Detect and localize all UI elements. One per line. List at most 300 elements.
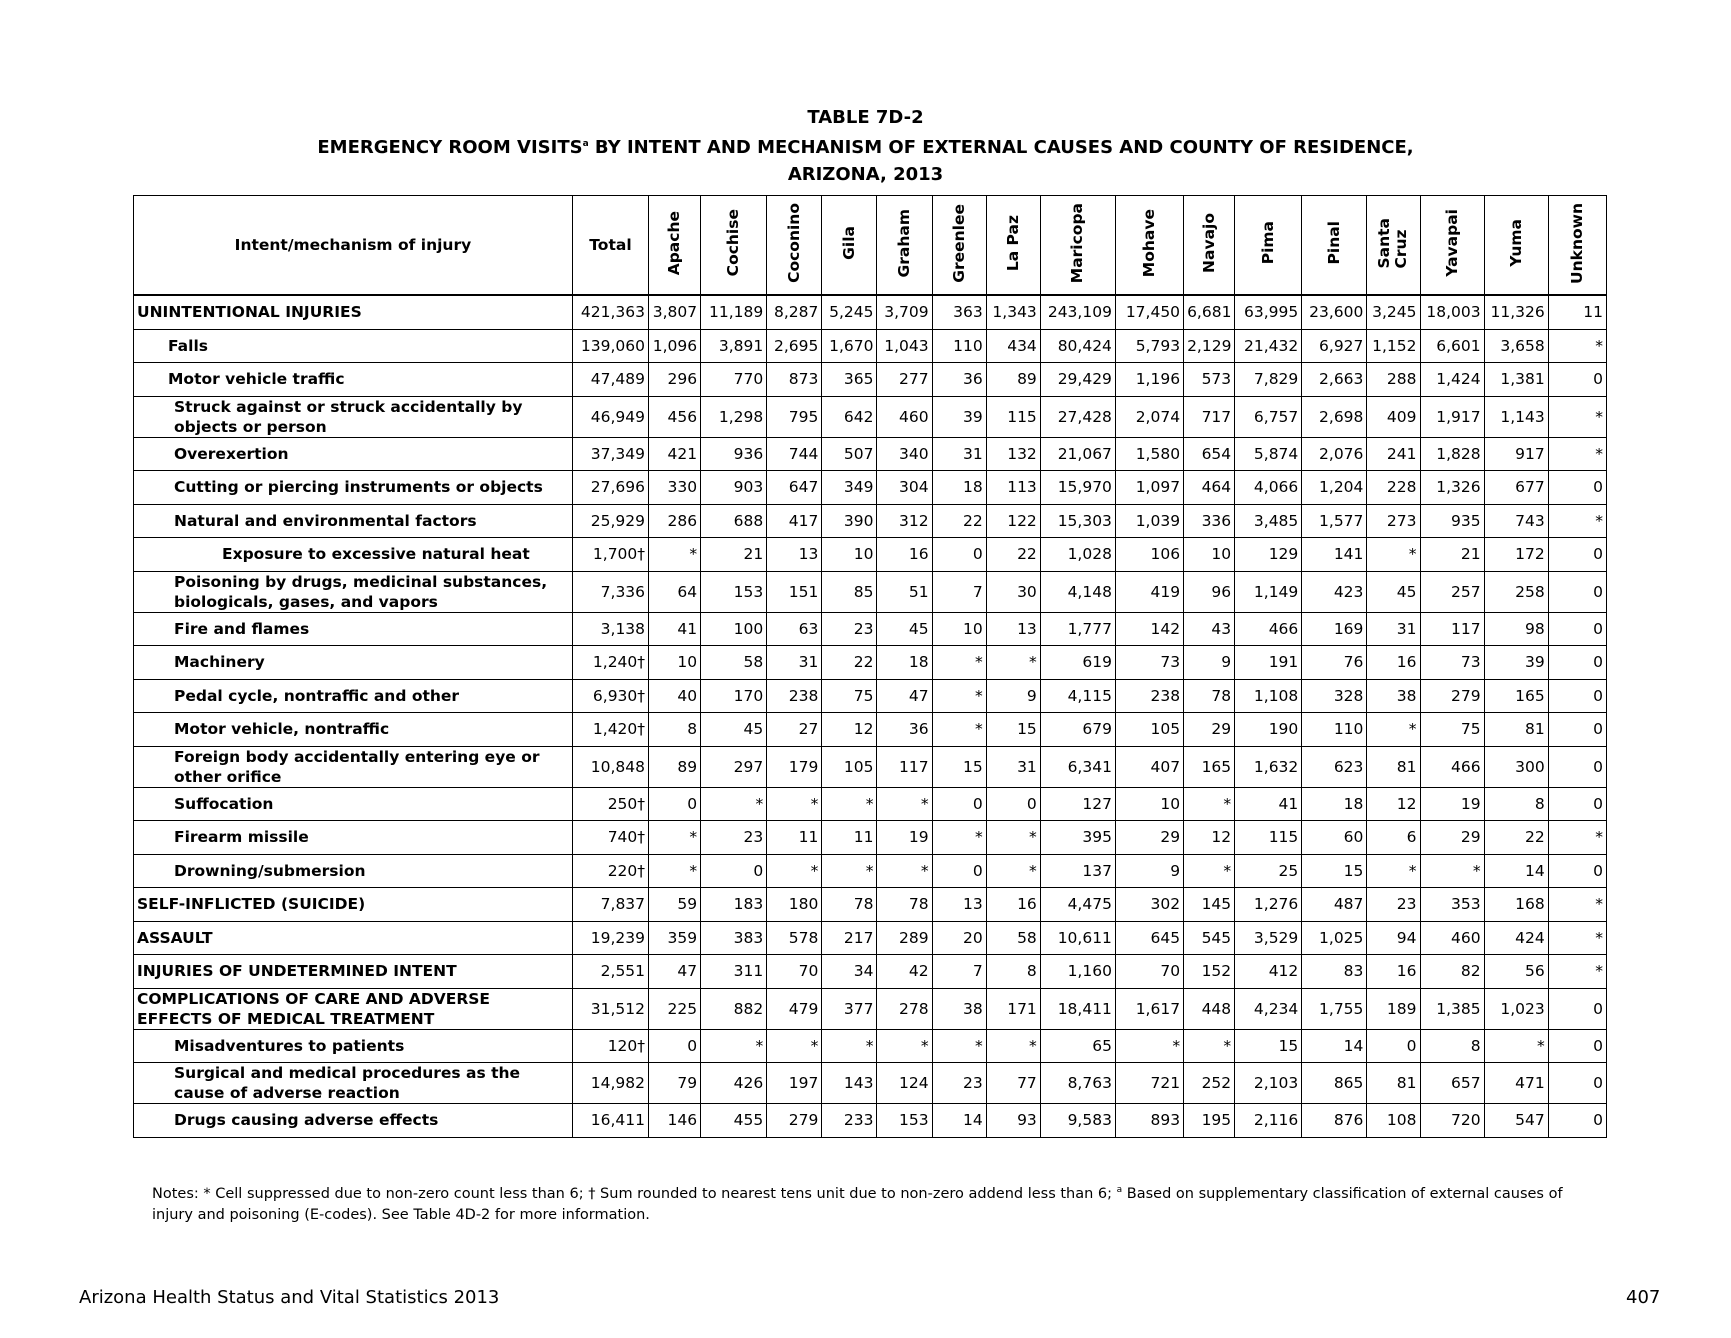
table-row — [134, 571, 1607, 612]
cell-value: 657 — [1420, 1063, 1484, 1104]
cell-value: * — [1548, 955, 1606, 989]
cell-value: 56 — [1484, 955, 1548, 989]
cell-value: 75 — [822, 679, 877, 713]
cell-value: * — [877, 787, 932, 821]
row-label: Motor vehicle traffic — [134, 363, 573, 397]
table-row — [134, 955, 1607, 989]
cell-value: 8,763 — [1040, 1063, 1115, 1104]
cell-value: * — [1115, 1029, 1183, 1063]
cell-value: 39 — [932, 396, 986, 437]
cell-value: 5,245 — [822, 295, 877, 329]
cell-value: 353 — [1420, 888, 1484, 922]
row-label: INJURIES OF UNDETERMINED INTENT — [134, 955, 573, 989]
cell-value: 78 — [1184, 679, 1235, 713]
cell-value: * — [1548, 921, 1606, 955]
row-label: Surgical and medical procedures as the cause of adverse reaction — [134, 1063, 573, 1104]
column-header-county — [1115, 196, 1183, 296]
cell-value: 124 — [877, 1063, 932, 1104]
table-row — [134, 787, 1607, 821]
column-header-county — [701, 196, 767, 296]
cell-value: 4,066 — [1235, 471, 1302, 505]
cell-value: 58 — [701, 646, 767, 680]
cell-value: 31 — [1367, 612, 1420, 646]
cell-total: 139,060 — [572, 329, 648, 363]
cell-value: 623 — [1302, 746, 1367, 787]
cell-value: 238 — [1115, 679, 1183, 713]
cell-value: 744 — [767, 437, 822, 471]
cell-value: 340 — [877, 437, 932, 471]
county-name: Pinal — [1324, 221, 1343, 265]
cell-value: 110 — [932, 329, 986, 363]
cell-value: 1,777 — [1040, 612, 1115, 646]
cell-total: 220† — [572, 854, 648, 888]
cell-value: 1,917 — [1420, 396, 1484, 437]
cell-value: 770 — [701, 363, 767, 397]
cell-value: 2,698 — [1302, 396, 1367, 437]
cell-value: 7 — [932, 571, 986, 612]
cell-value: 89 — [649, 746, 701, 787]
table-heading — [0, 131, 1731, 161]
county-name: Apache — [665, 210, 684, 276]
cell-value: 273 — [1367, 504, 1420, 538]
cell-value: 122 — [986, 504, 1040, 538]
cell-value: * — [986, 821, 1040, 855]
cell-value: * — [767, 787, 822, 821]
table-row — [134, 888, 1607, 922]
cell-value: 1,096 — [649, 329, 701, 363]
cell-value: * — [767, 854, 822, 888]
cell-value: 2,663 — [1302, 363, 1367, 397]
table-subheading: ARIZONA, 2013 — [787, 164, 944, 185]
cell-value: 110 — [1302, 713, 1367, 747]
cell-value: 1,326 — [1420, 471, 1484, 505]
cell-value: 455 — [701, 1104, 767, 1138]
cell-value: 15,970 — [1040, 471, 1115, 505]
cell-value: 191 — [1235, 646, 1302, 680]
table-heading-part1: EMERGENCY ROOM VISITS — [317, 137, 583, 158]
cell-value: 426 — [701, 1063, 767, 1104]
cell-value: 15 — [1235, 1029, 1302, 1063]
cell-value: 328 — [1302, 679, 1367, 713]
cell-value: 132 — [986, 437, 1040, 471]
column-header-county — [986, 196, 1040, 296]
cell-value: * — [1184, 854, 1235, 888]
cell-value: 417 — [767, 504, 822, 538]
county-name: Graham — [895, 208, 914, 278]
cell-value: 3,658 — [1484, 329, 1548, 363]
cell-value: 5,793 — [1115, 329, 1183, 363]
cell-value: 38 — [932, 988, 986, 1029]
cell-value: 141 — [1302, 538, 1367, 572]
cell-total: 421,363 — [572, 295, 648, 329]
cell-value: * — [932, 821, 986, 855]
table-row — [134, 1104, 1607, 1138]
cell-value: 0 — [1548, 571, 1606, 612]
cell-value: 152 — [1184, 955, 1235, 989]
cell-value: 93 — [986, 1104, 1040, 1138]
table-row — [134, 679, 1607, 713]
cell-value: 642 — [822, 396, 877, 437]
cell-value: * — [877, 1029, 932, 1063]
er-visits-table — [133, 195, 1607, 1138]
cell-value: 423 — [1302, 571, 1367, 612]
cell-value: 165 — [1184, 746, 1235, 787]
cell-value: 105 — [1115, 713, 1183, 747]
cell-value: 45 — [701, 713, 767, 747]
cell-value: 13 — [986, 612, 1040, 646]
cell-value: 82 — [1420, 955, 1484, 989]
column-header-county — [1484, 196, 1548, 296]
cell-value: 21 — [701, 538, 767, 572]
table-heading-part2: BY INTENT AND MECHANISM OF EXTERNAL CAUSES AND COUNTY OF RESIDENCE, — [588, 137, 1414, 158]
cell-value: 76 — [1302, 646, 1367, 680]
cell-value: 407 — [1115, 746, 1183, 787]
cell-value: 3,709 — [877, 295, 932, 329]
cell-value: 14 — [1484, 854, 1548, 888]
cell-value: * — [932, 679, 986, 713]
column-header-county — [649, 196, 701, 296]
cell-value: 743 — [1484, 504, 1548, 538]
cell-value: 1,143 — [1484, 396, 1548, 437]
cell-value: 1,424 — [1420, 363, 1484, 397]
cell-value: 448 — [1184, 988, 1235, 1029]
cell-value: 289 — [877, 921, 932, 955]
row-label: Fire and flames — [134, 612, 573, 646]
cell-value: 876 — [1302, 1104, 1367, 1138]
cell-total: 740† — [572, 821, 648, 855]
cell-value: 43 — [1184, 612, 1235, 646]
cell-value: * — [649, 538, 701, 572]
cell-total: 14,982 — [572, 1063, 648, 1104]
cell-value: 105 — [822, 746, 877, 787]
cell-value: 893 — [1115, 1104, 1183, 1138]
footer-publication: Arizona Health Status and Vital Statistics 2013 — [79, 1287, 500, 1308]
column-header-total: Total — [572, 196, 648, 296]
cell-value: 365 — [822, 363, 877, 397]
cell-value: * — [1548, 329, 1606, 363]
cell-value: 58 — [986, 921, 1040, 955]
column-header-county — [1040, 196, 1115, 296]
cell-value: 312 — [877, 504, 932, 538]
cell-value: 1,632 — [1235, 746, 1302, 787]
cell-value: 0 — [1548, 746, 1606, 787]
cell-value: 23 — [1367, 888, 1420, 922]
cell-value: 0 — [1548, 1029, 1606, 1063]
cell-value: 190 — [1235, 713, 1302, 747]
cell-value: 11 — [822, 821, 877, 855]
cell-value: 390 — [822, 504, 877, 538]
cell-value: 78 — [877, 888, 932, 922]
cell-value: 434 — [986, 329, 1040, 363]
cell-value: 935 — [1420, 504, 1484, 538]
cell-value: 9 — [1184, 646, 1235, 680]
county-name: Cochise — [724, 209, 743, 277]
cell-value: 81 — [1367, 746, 1420, 787]
county-name: Coconino — [784, 203, 803, 283]
cell-value: * — [1548, 888, 1606, 922]
cell-value: 1,577 — [1302, 504, 1367, 538]
cell-value: 27,428 — [1040, 396, 1115, 437]
cell-value: 14 — [1302, 1029, 1367, 1063]
cell-value: * — [1367, 538, 1420, 572]
cell-value: 70 — [767, 955, 822, 989]
cell-value: 297 — [701, 746, 767, 787]
cell-value: 31 — [932, 437, 986, 471]
cell-value: 0 — [1548, 988, 1606, 1029]
table-row — [134, 921, 1607, 955]
notes-prefix: Notes: * Cell suppressed due to non-zero count less than 6; † Sum rounded to nearest tens unit due to non-zero addend less than 6; — [152, 1186, 1117, 1202]
cell-value: 0 — [1548, 1104, 1606, 1138]
cell-value: 179 — [767, 746, 822, 787]
cell-value: 471 — [1484, 1063, 1548, 1104]
table-body — [134, 295, 1607, 1137]
cell-value: 383 — [701, 921, 767, 955]
cell-value: 63,995 — [1235, 295, 1302, 329]
cell-value: 16 — [986, 888, 1040, 922]
cell-value: 22 — [822, 646, 877, 680]
table-row — [134, 713, 1607, 747]
cell-value: 4,148 — [1040, 571, 1115, 612]
county-name: Gila — [839, 226, 858, 260]
row-label: Natural and environmental factors — [134, 504, 573, 538]
cell-value: 106 — [1115, 538, 1183, 572]
table-row — [134, 471, 1607, 505]
cell-value: 19 — [877, 821, 932, 855]
cell-value: * — [649, 854, 701, 888]
cell-value: 4,115 — [1040, 679, 1115, 713]
cell-value: 22 — [932, 504, 986, 538]
county-name: Yavapai — [1442, 209, 1461, 277]
cell-value: 51 — [877, 571, 932, 612]
row-label: Foreign body accidentally entering eye or other orifice — [134, 746, 573, 787]
cell-value: 795 — [767, 396, 822, 437]
cell-value: 241 — [1367, 437, 1420, 471]
cell-value: 0 — [1548, 538, 1606, 572]
cell-value: 424 — [1484, 921, 1548, 955]
cell-value: 6,681 — [1184, 295, 1235, 329]
cell-value: 466 — [1420, 746, 1484, 787]
cell-value: 73 — [1420, 646, 1484, 680]
cell-value: 6,927 — [1302, 329, 1367, 363]
cell-value: 47 — [649, 955, 701, 989]
table-row — [134, 612, 1607, 646]
cell-value: 85 — [822, 571, 877, 612]
cell-total: 2,551 — [572, 955, 648, 989]
cell-value: 0 — [649, 1029, 701, 1063]
cell-value: 83 — [1302, 955, 1367, 989]
cell-value: 80,424 — [1040, 329, 1115, 363]
cell-value: 127 — [1040, 787, 1115, 821]
page-number: 407 — [1626, 1287, 1661, 1308]
cell-value: 573 — [1184, 363, 1235, 397]
county-name: Mohave — [1140, 208, 1158, 278]
cell-value: 1,196 — [1115, 363, 1183, 397]
cell-value: 15 — [986, 713, 1040, 747]
cell-value: 359 — [649, 921, 701, 955]
cell-value: 8 — [1420, 1029, 1484, 1063]
cell-value: 363 — [932, 295, 986, 329]
footnote-marker: a — [582, 139, 589, 149]
cell-value: 5,874 — [1235, 437, 1302, 471]
cell-value: 15 — [932, 746, 986, 787]
table-row — [134, 538, 1607, 572]
cell-value: 1,828 — [1420, 437, 1484, 471]
cell-value: 1,108 — [1235, 679, 1302, 713]
cell-value: 18 — [1302, 787, 1367, 821]
county-name: Navajo — [1199, 213, 1218, 273]
cell-value: 10 — [1184, 538, 1235, 572]
cell-value: * — [822, 854, 877, 888]
cell-value: 81 — [1484, 713, 1548, 747]
column-header-county — [1235, 196, 1302, 296]
cell-value: 2,074 — [1115, 396, 1183, 437]
cell-value: 151 — [767, 571, 822, 612]
row-label: Struck against or struck accidentally by objects or person — [134, 396, 573, 437]
cell-value: 31 — [767, 646, 822, 680]
row-label: ASSAULT — [134, 921, 573, 955]
cell-value: 279 — [767, 1104, 822, 1138]
cell-total: 25,929 — [572, 504, 648, 538]
cell-total: 16,411 — [572, 1104, 648, 1138]
cell-value: * — [701, 1029, 767, 1063]
cell-value: 8 — [986, 955, 1040, 989]
cell-value: 456 — [649, 396, 701, 437]
cell-value: 27 — [767, 713, 822, 747]
cell-value: 936 — [701, 437, 767, 471]
cell-value: 3,245 — [1367, 295, 1420, 329]
cell-value: 688 — [701, 504, 767, 538]
cell-value: 1,343 — [986, 295, 1040, 329]
cell-value: 278 — [877, 988, 932, 1029]
county-name: Greenlee — [949, 203, 968, 283]
cell-value: 31 — [986, 746, 1040, 787]
cell-value: 89 — [986, 363, 1040, 397]
cell-value: 3,485 — [1235, 504, 1302, 538]
cell-value: 1,028 — [1040, 538, 1115, 572]
cell-value: 1,617 — [1115, 988, 1183, 1029]
cell-value: 10 — [932, 612, 986, 646]
cell-value: * — [1184, 1029, 1235, 1063]
cell-value: 7 — [932, 955, 986, 989]
cell-value: 1,039 — [1115, 504, 1183, 538]
cell-value: 10 — [649, 646, 701, 680]
cell-value: 75 — [1420, 713, 1484, 747]
cell-value: 0 — [932, 538, 986, 572]
cell-value: * — [822, 787, 877, 821]
cell-value: 865 — [1302, 1063, 1367, 1104]
cell-value: 115 — [1235, 821, 1302, 855]
cell-value: 117 — [1420, 612, 1484, 646]
column-header-county — [877, 196, 932, 296]
cell-value: * — [1367, 713, 1420, 747]
cell-value: 6,601 — [1420, 329, 1484, 363]
cell-value: 304 — [877, 471, 932, 505]
table-row — [134, 396, 1607, 437]
cell-value: 9 — [1115, 854, 1183, 888]
cell-value: 545 — [1184, 921, 1235, 955]
cell-value: 195 — [1184, 1104, 1235, 1138]
cell-value: * — [1484, 1029, 1548, 1063]
cell-value: 13 — [932, 888, 986, 922]
cell-value: 1,276 — [1235, 888, 1302, 922]
column-header-county — [767, 196, 822, 296]
cell-value: 2,076 — [1302, 437, 1367, 471]
row-label: Cutting or piercing instruments or objects — [134, 471, 573, 505]
row-label: Poisoning by drugs, medicinal substances, biologicals, gases, and vapors — [134, 571, 573, 612]
cell-value: 142 — [1115, 612, 1183, 646]
cell-value: 882 — [701, 988, 767, 1029]
cell-value: 419 — [1115, 571, 1183, 612]
cell-value: 40 — [649, 679, 701, 713]
column-header-label: Intent/mechanism of injury — [134, 196, 573, 296]
cell-total: 1,420† — [572, 713, 648, 747]
cell-value: 466 — [1235, 612, 1302, 646]
cell-value: 217 — [822, 921, 877, 955]
cell-value: 16 — [1367, 646, 1420, 680]
county-name: Unknown — [1567, 202, 1586, 284]
cell-value: 0 — [932, 787, 986, 821]
cell-value: 73 — [1115, 646, 1183, 680]
cell-value: 18 — [877, 646, 932, 680]
cell-value: 20 — [932, 921, 986, 955]
cell-value: 39 — [1484, 646, 1548, 680]
cell-value: 143 — [822, 1063, 877, 1104]
cell-value: 3,529 — [1235, 921, 1302, 955]
cell-value: 377 — [822, 988, 877, 1029]
cell-value: 2,129 — [1184, 329, 1235, 363]
cell-value: 21 — [1420, 538, 1484, 572]
row-label: Exposure to excessive natural heat — [134, 538, 573, 572]
cell-value: 8 — [1484, 787, 1548, 821]
cell-value: 302 — [1115, 888, 1183, 922]
cell-value: 1,385 — [1420, 988, 1484, 1029]
cell-value: 645 — [1115, 921, 1183, 955]
cell-value: 238 — [767, 679, 822, 713]
cell-value: 38 — [1367, 679, 1420, 713]
cell-value: 349 — [822, 471, 877, 505]
cell-value: 1,043 — [877, 329, 932, 363]
table-row — [134, 504, 1607, 538]
notes-sup: a — [1116, 1185, 1123, 1195]
cell-total: 47,489 — [572, 363, 648, 397]
cell-value: 15,303 — [1040, 504, 1115, 538]
cell-total: 31,512 — [572, 988, 648, 1029]
cell-value: 720 — [1420, 1104, 1484, 1138]
cell-value: 145 — [1184, 888, 1235, 922]
cell-value: * — [986, 1029, 1040, 1063]
cell-value: 36 — [932, 363, 986, 397]
table-row — [134, 988, 1607, 1029]
cell-value: 18,411 — [1040, 988, 1115, 1029]
cell-value: 395 — [1040, 821, 1115, 855]
cell-value: 165 — [1484, 679, 1548, 713]
column-header-county — [932, 196, 986, 296]
cell-value: 2,103 — [1235, 1063, 1302, 1104]
table-notes — [152, 1180, 1592, 1226]
cell-value: 10 — [1115, 787, 1183, 821]
row-label: Drowning/submersion — [134, 854, 573, 888]
cell-value: 100 — [701, 612, 767, 646]
cell-value: 30 — [986, 571, 1040, 612]
cell-value: 171 — [986, 988, 1040, 1029]
cell-value: 257 — [1420, 571, 1484, 612]
cell-value: 170 — [701, 679, 767, 713]
cell-value: 45 — [877, 612, 932, 646]
cell-value: 1,149 — [1235, 571, 1302, 612]
row-label: Pedal cycle, nontraffic and other — [134, 679, 573, 713]
cell-value: 3,807 — [649, 295, 701, 329]
column-header-county — [1367, 196, 1420, 296]
